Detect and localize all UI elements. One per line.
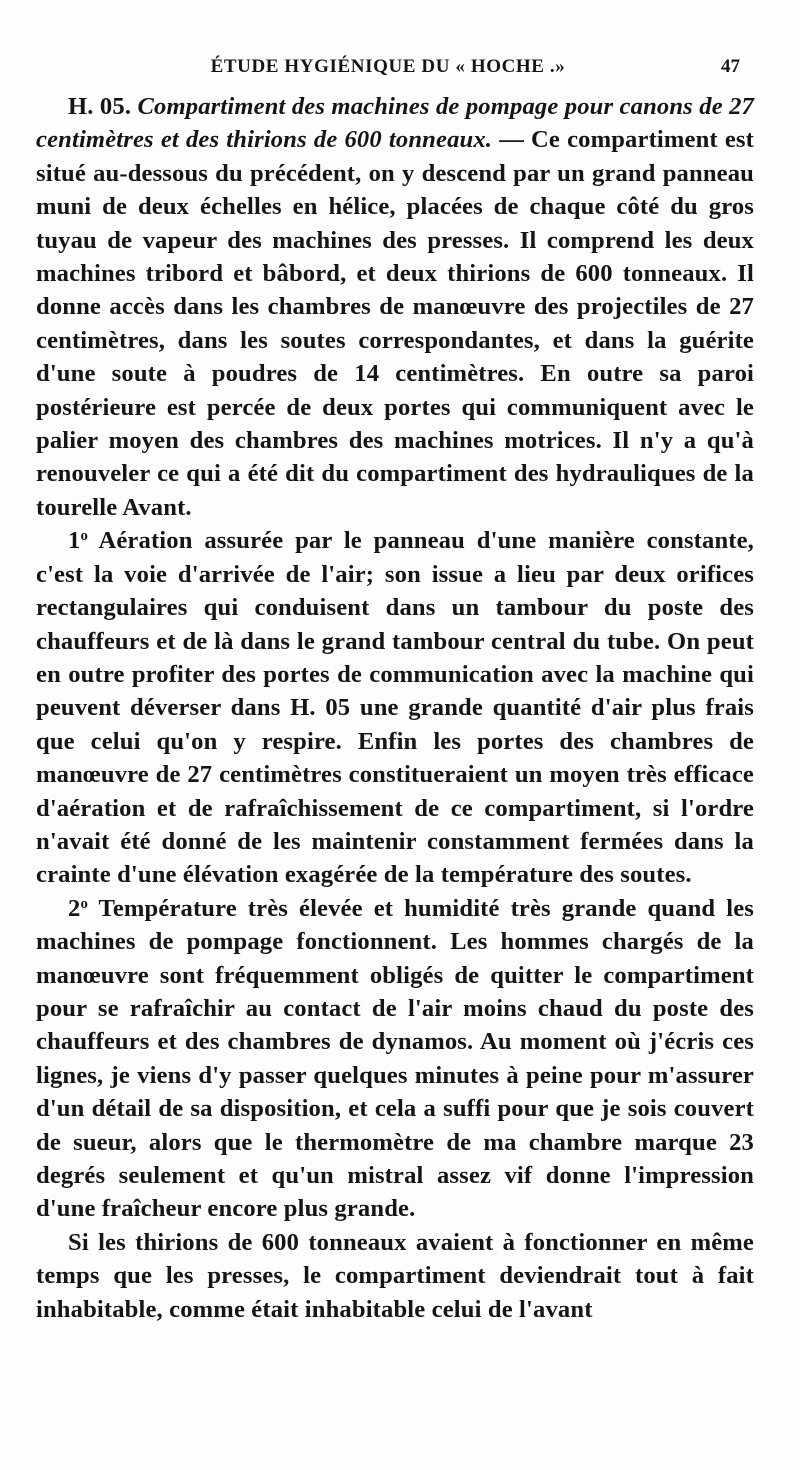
running-title: ÉTUDE HYGIÉNIQUE DU « HOCHE .»: [210, 56, 566, 77]
section-intro: — Ce compartiment est situé au-dessous du précédent, on y descend par un grand panneau muni de deux échelles en hélice, placées de chaque côté du gros tuyau de vapeur des machines des presses. Il comprend les deux machines tribord et bâbord, et deux thirions de 600 tonneaux. Il donne accès dans les chambres de manœuvre des projectiles de 27 centimètres, dans les soutes correspondantes, et dans la guérite d'une soute à poudres de 14 centimètres. En outre sa paroi postérieure est percée de deux portes qui communiquent avec le palier moyen des chambres des machines motrices. Il n'y a qu'à renouveler ce qui a été dit du compartiment des hydrauliques de la tourelle Avant.: [36, 126, 754, 521]
section-title: Compartiment des machines de pompage pour canons de 27 centimètres et des thirions de 600 tonneaux.: [36, 93, 754, 154]
point-degree-1: o: [80, 528, 88, 545]
running-header: [36, 56, 740, 86]
section-paragraph: [36, 90, 754, 524]
section-label: H. 05.: [68, 93, 132, 120]
page-number: 47: [721, 56, 740, 77]
point-number-1: 1: [68, 527, 81, 555]
point-text-1: Aération assurée par le panneau d'une manière constante, c'est la voie d'arrivée de l'air; son issue a lieu par deux orifices rectangulaires qui conduisent dans un tambour du poste des chauffeurs et de là dans le grand tambour central du tube. On peut en outre profiter des portes de communication avec la machine qui peuvent déverser dans H. 05 une grande quantité d'air plus frais que celui qu'on y respire. Enfin les portes des chambres de manœuvre de 27 centimètres constitueraient un moyen très efficace d'aération et de rafraîchissement de ce compartiment, si l'ordre n'avait été donné de les maintenir constamment fermées dans la crainte d'une élévation exagérée de la température des soutes.: [36, 527, 754, 889]
point-degree-2: o: [80, 895, 88, 912]
point-paragraph-1: [36, 524, 754, 891]
point-text-2: Température très élevée et humidité très grande quand les machines de pompage fonctionnent. Les hommes chargés de la manœuvre sont fréquemment obligés de quitter le compartiment pour se rafraîchir au contact de l'air moins chaud du poste des chauffeurs et des chambres de dynamos. Au moment où j'écris ces lignes, je viens d'y passer quelques minutes à peine pour m'assurer d'un détail de sa disposition, et cela a suffi pour que je sois couvert de sueur, alors que le thermomètre de ma chambre marque 23 degrés seulement et qu'un mistral assez vif donne l'impression d'une fraîcheur encore plus grande.: [36, 894, 754, 1223]
body-text: [36, 90, 754, 1326]
point-paragraph-2: [36, 892, 754, 1226]
point-number-2: 2: [68, 894, 81, 922]
closing-paragraph: Si les thirions de 600 tonneaux avaient à fonctionner en même temps que les presses, le compartiment deviendrait tout à fait inhabitable, comme était inhabitable celui de l'avant: [36, 1228, 754, 1323]
